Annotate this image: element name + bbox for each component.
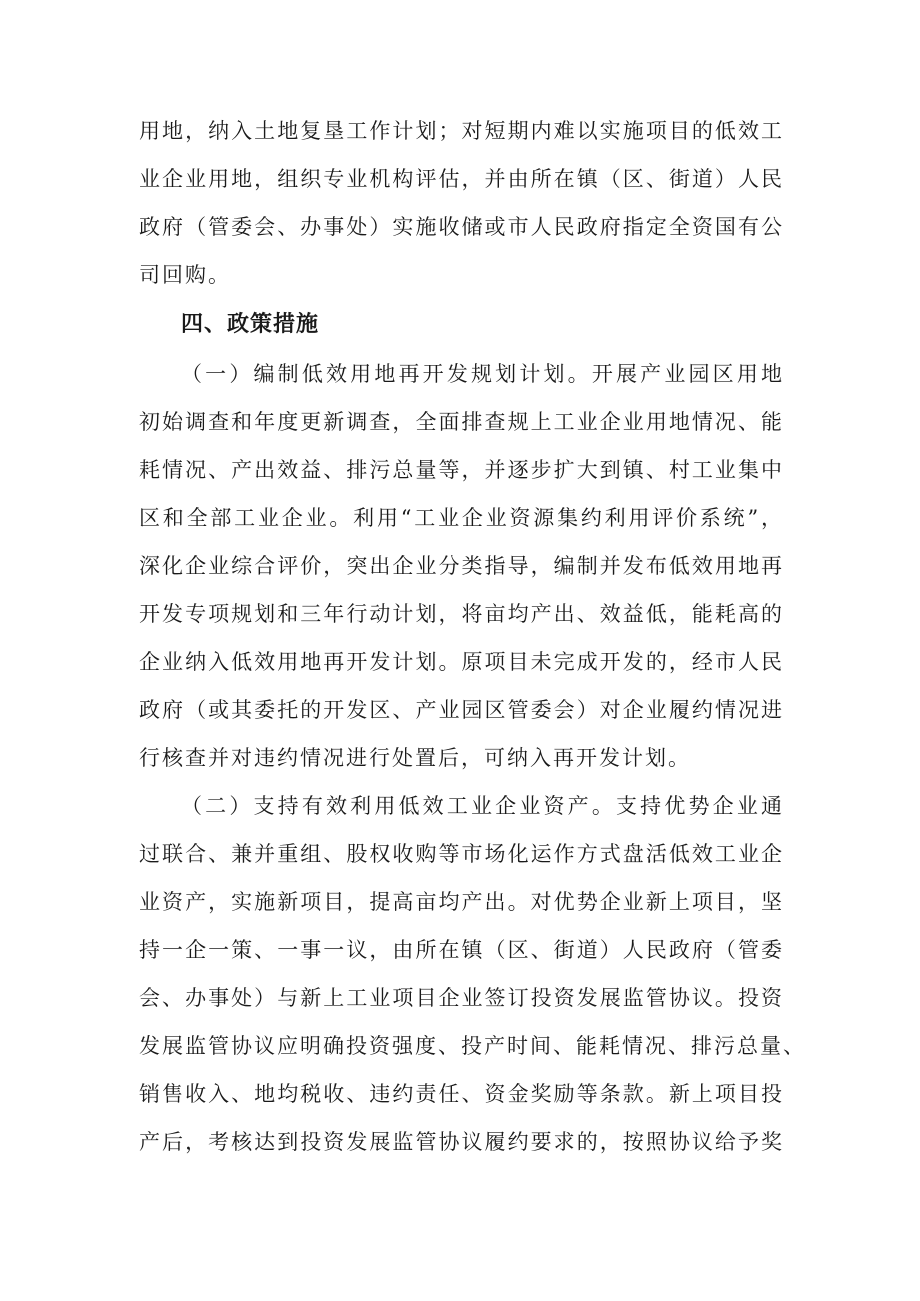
text-line: 业企业用地，组织专业机构评估，并由所在镇（区、街道）人民 [139,167,784,191]
text-line: （一）编制低效用地再开发规划计划。开展产业园区用地 [181,362,784,386]
text-line: 过联合、兼并重组、股权收购等市场化运作方式盘活低效工业企 [139,842,784,866]
text-line: 用地，纳入土地复垦工作计划；对短期内难以实施项目的低效工 [139,119,784,143]
text-line: （二）支持有效利用低效工业企业资产。支持优势企业通 [181,794,784,818]
paragraph-1 [139,350,784,782]
text-line: 行核查并对违约情况进行处置后，可纳入再开发计划。 [139,746,691,770]
text-line: 深化企业综合评价，突出企业分类指导，编制并发布低效用地再 [139,554,784,578]
text-line: 销售收入、地均税收、违约责任、资金奖励等条款。新上项目投 [139,1082,784,1106]
text-line: 开发专项规划和三年行动计划，将亩均产出、效益低，能耗高的 [139,602,784,626]
paragraph-2 [139,782,806,1166]
text-line: 耗情况、产出效益、排污总量等，并逐步扩大到镇、村工业集中 [139,458,784,482]
text-line: 会、办事处）与新上工业项目企业签订投资发展监管协议。投资 [139,986,784,1010]
text-line: 司回购。 [139,263,231,287]
text-line: 产后，考核达到投资发展监管协议履约要求的，按照协议给予奖 [139,1130,784,1154]
section-heading-block [139,301,784,349]
text-line: 初始调查和年度更新调查，全面排查规上工业企业用地情况、能 [139,410,784,434]
paragraph-continuation [139,107,784,299]
text-line: 政府（管委会、办事处）实施收储或市人民政府指定全资国有公 [139,215,784,239]
text-line: 业资产，实施新项目，提高亩均产出。对优势企业新上项目，坚 [139,890,784,914]
text-line: 企业纳入低效用地再开发计划。原项目未完成开发的，经市人民 [139,650,784,674]
text-line: 持一企一策、一事一议，由所在镇（区、街道）人民政府（管委 [139,938,784,962]
text-line: 发展监管协议应明确投资强度、投产时间、能耗情况、排污总量、 [139,1034,806,1058]
text-line: 区和全部工业企业。利用“工业企业资源集约利用评价系统”， [139,506,784,530]
text-line: 政府（或其委托的开发区、产业园区管委会）对企业履约情况进 [139,698,784,722]
section-heading: 四、政策措施 [181,312,320,337]
